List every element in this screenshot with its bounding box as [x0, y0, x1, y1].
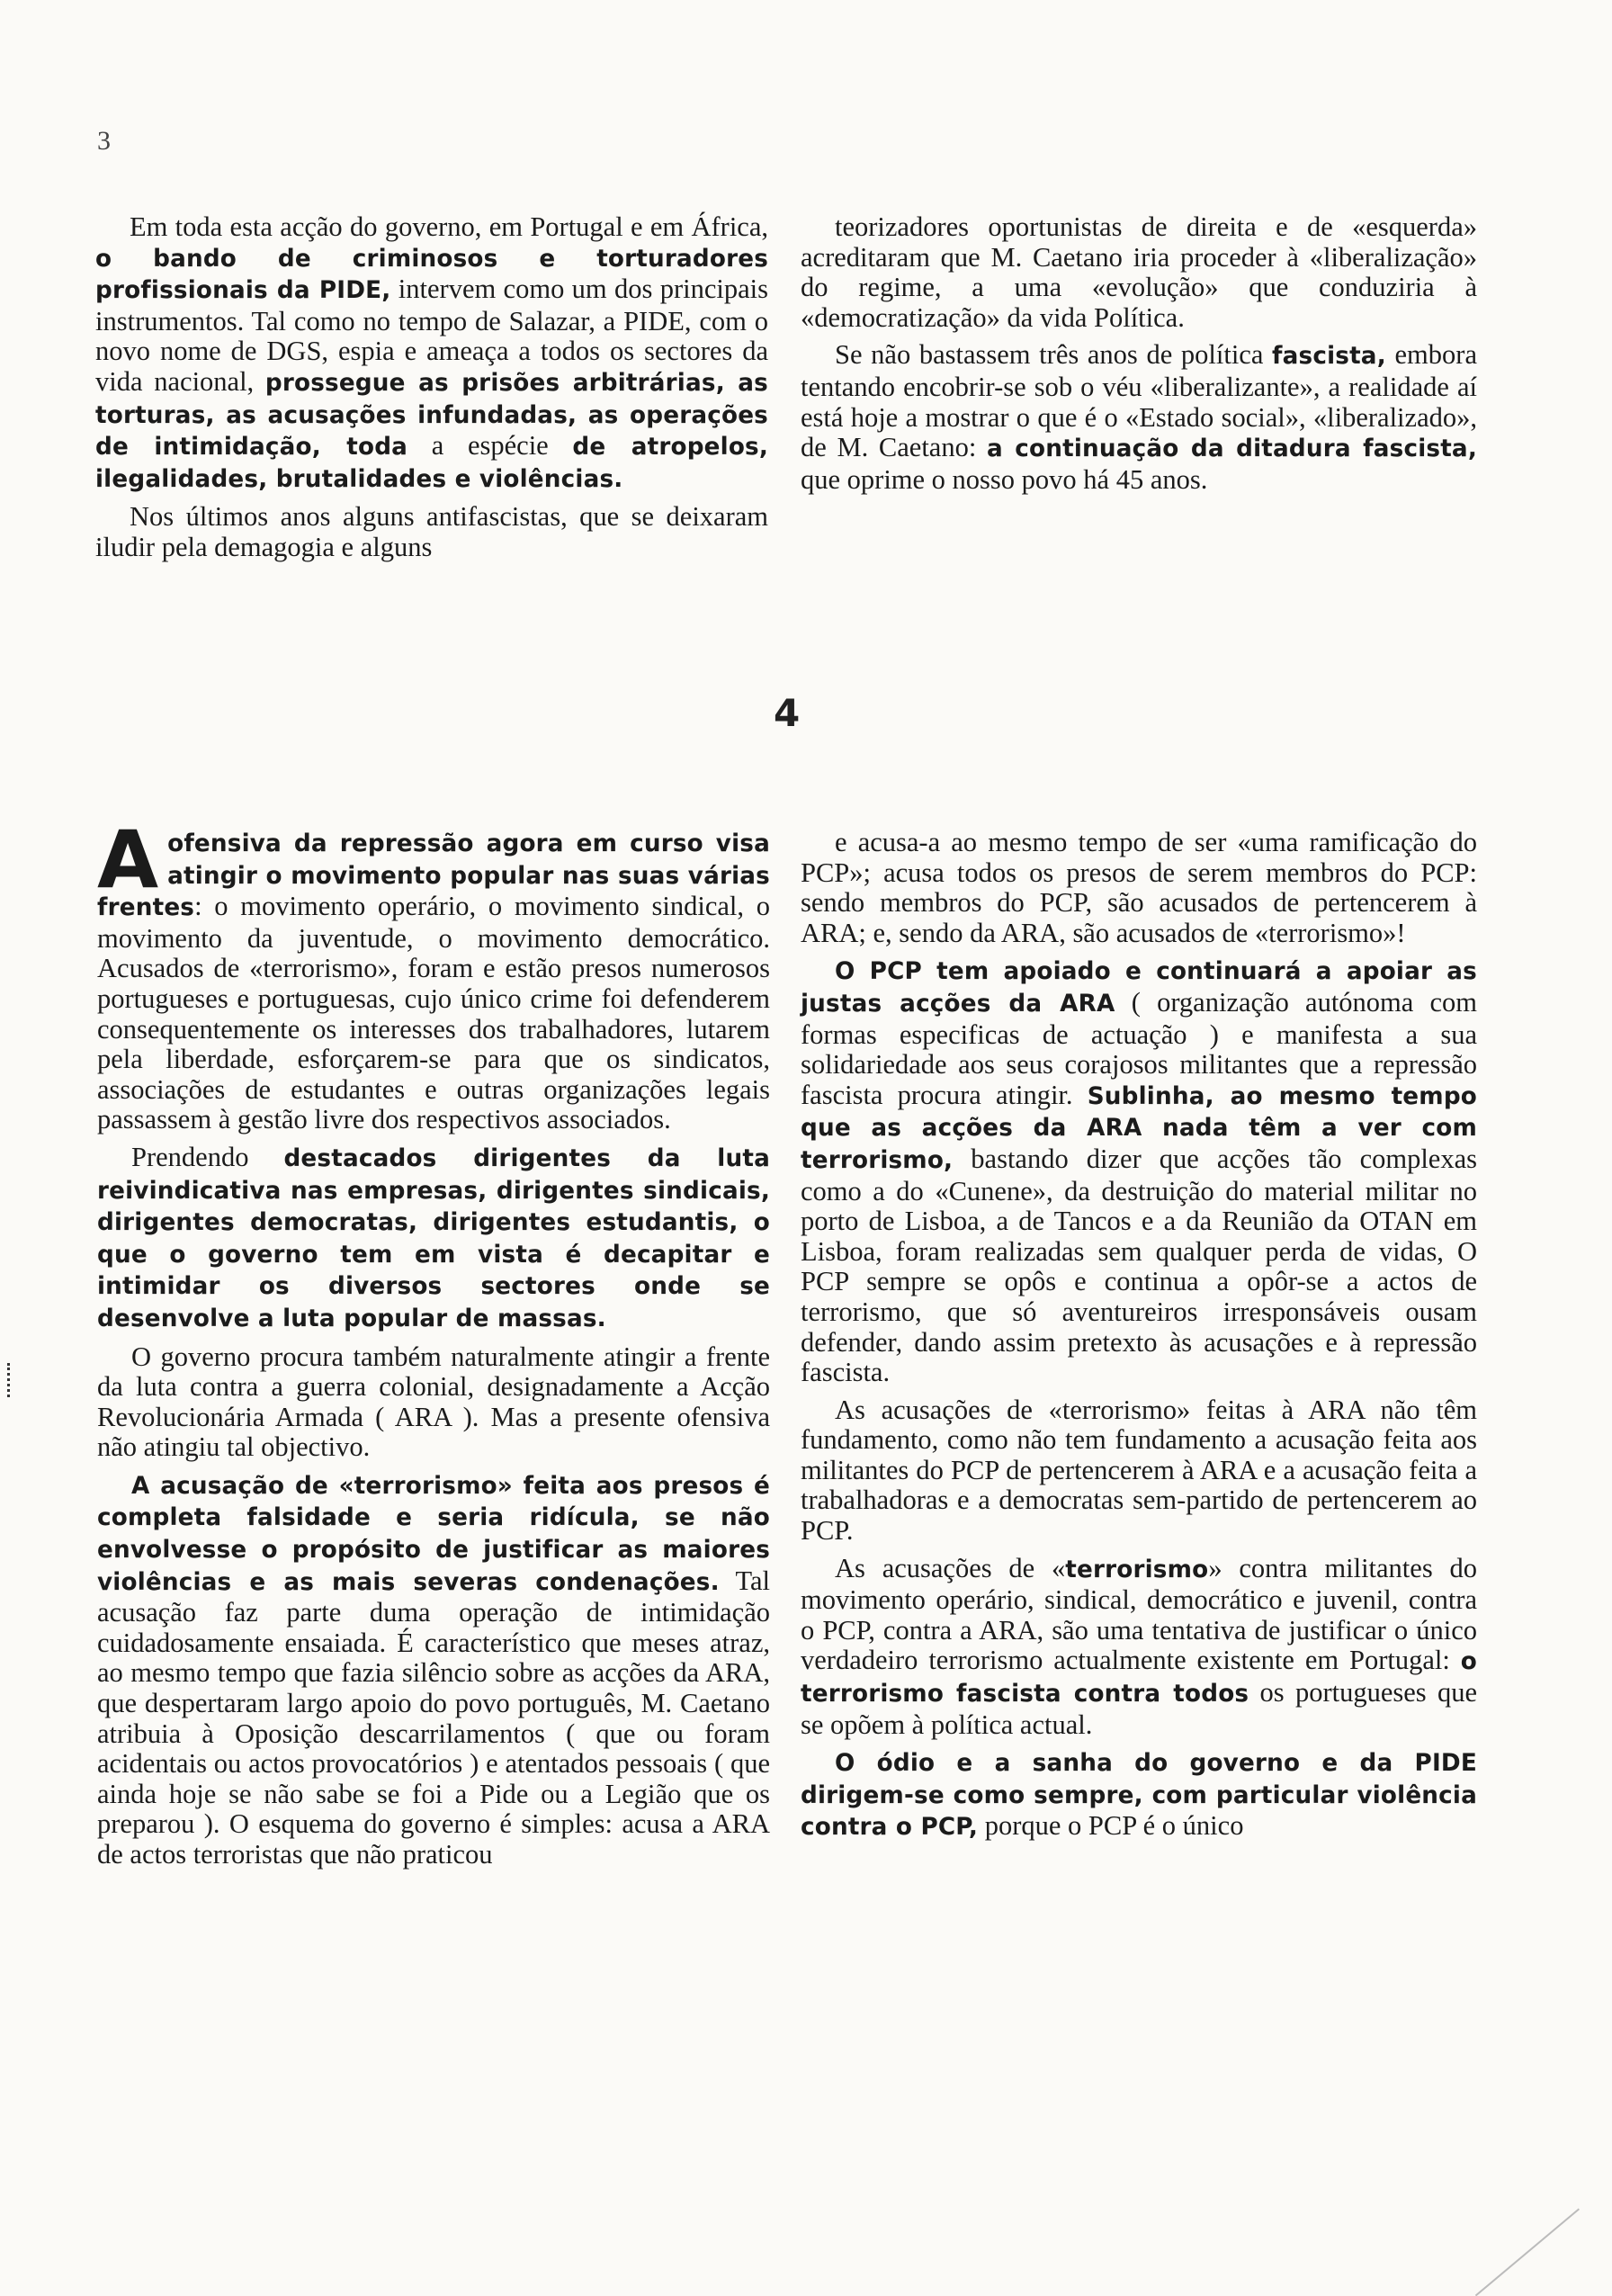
paragraph	[801, 828, 1477, 948]
text-run: As acusações de «terrorismo» feitas à ARA não têm fundamento, como não tem fundamento a acusação feita aos militantes do PCP de pertencerem à ARA e a acusação feita a trabalhadoras e a democratas sem-partido de pertencerem ao PCP.	[801, 1394, 1477, 1547]
bold-text-run: prossegue as prisões arbitrárias, as torturas, as acusações infundadas, as operações de intimidação, toda	[95, 369, 768, 462]
text-run: ( organização autónoma com formas especificas de actuação ) e manifesta a sua solidariedade aos seus corajosos militantes que a repressão fascista procura atingir.	[801, 986, 1477, 1110]
paragraph	[801, 1554, 1477, 1741]
text-run: Tal acusação faz parte duma operação de intimidação cuidadosamente ensaiada. É característico que meses atraz, ao mesmo tempo que fazia silêncio sobre as acções da ARA, que despertaram largo apoio do povo português, M. Caetano atribuia à Oposição descarrilamentos ( que ou foram acidentais ou actos provocatórios ) e atentados pessoais ( que ainda hoje se não sabe se foi a Pide ou a Legião que os preparou ).	[97, 1565, 770, 1840]
bold-text-run: destacados dirigentes da luta reivindicativa nas empresas, dirigentes sindicais, dirigentes democratas, dirigentes estudantis, o que o governo tem em vista é decapitar e intimidar os diversos sectores onde se desenvolve a luta popular de massas.	[97, 1144, 770, 1332]
bold-text-run: terrorismo	[1065, 1556, 1209, 1583]
bold-text-run: a continuação da ditadura fascista,	[987, 435, 1477, 463]
paragraph	[801, 955, 1477, 1387]
section-number: 4	[774, 691, 801, 735]
bold-text-run: o bando de criminosos e torturadores profissionais da PIDE,	[95, 245, 768, 305]
text-run: a espécie	[407, 430, 573, 462]
text-run: As acusações de «	[835, 1552, 1066, 1583]
bold-text-run: O ódio e a sanha do governo e da PIDE dirigem-se como sempre, com particular violência contra o PCP,	[801, 1750, 1477, 1842]
paragraph	[97, 813, 770, 1135]
bold-text-run: ofensiva da repressão agora em curso visa atingir o movimento popular nas suas várias frentes	[97, 830, 770, 922]
paragraph	[801, 212, 1477, 333]
text-run: teorizadores oportunistas de direita e de «esquerda» acreditaram que M. Caetano iria proceder à «liberalização» do regime, a uma «evolução» que conduziria à «democratização» da vida Política.	[801, 211, 1477, 333]
text-run: » contra militantes do movimento operário, sindical, democrático e juvenil, contra o PCP, contra a ARA, são uma tentativa de justificar o único verdadeiro terrorismo actualmente existente em Portugal:	[801, 1552, 1477, 1676]
text-column-top-left	[95, 212, 768, 563]
text-run: Se não bastassem três anos de política	[835, 339, 1273, 371]
text-run: Prendendo	[131, 1141, 284, 1172]
text-run: embora tentando encobrir-se sob o véu «liberalizante», a realidade aí está hoje a mostrar o que é o «Estado social», «liberalizado», de M. Caetano:	[801, 339, 1477, 463]
text-run: intervem como um dos principais instrumentos. Tal como no tempo de Salazar, a PIDE, com o novo nome de DGS, espia e ameaça a todos os sectores da vida nacional,	[95, 274, 768, 397]
text-run: porque o PCP é o único	[978, 1810, 1244, 1842]
text-run: O esquema do governo é simples: acusa a ARA de actos terroristas que não praticou	[97, 1808, 770, 1870]
text-run: Nos últimos anos alguns antifascistas, que se deixaram iludir pela demagogia e alguns	[95, 501, 768, 562]
bold-text-run: O PCP tem apoiado e continuará a apoiar as justas acções da ARA	[801, 958, 1477, 1018]
text-run: : o movimento operário, o movimento sindical, o movimento da juventude, o movimento democrático. Acusados de «terrorismo», foram e estão presos numerosos portugueses e portuguesas, cujo único crime foi defenderem consequentemente os interesses dos trabalhadores, lutarem pela liberdade, esforçarem-se para que os sindicatos, associações de estudantes e outras organizações legais passassem à gestão livre dos respectivos associados.	[97, 891, 770, 1135]
text-run: e acusa-a ao mesmo tempo de ser «uma ramificação do PCP»; acusa todos os presos de serem membros do PCP: sendo membros do PCP, são acusados de pertencerem à ARA; e, sendo da ARA, são acusados de «terrorismo»!	[801, 827, 1477, 948]
paragraph	[801, 340, 1477, 495]
text-column-bottom-left	[97, 813, 770, 1870]
paragraph	[97, 1143, 770, 1335]
bold-text-run: o terrorismo fascista contra todos	[801, 1648, 1477, 1709]
text-run: que oprime o nosso povo há 45 anos.	[801, 463, 1208, 495]
bold-text-run: fascista,	[1272, 343, 1386, 371]
bold-text-run: de atropelos, ilegalidades, brutalidades e violências.	[95, 434, 769, 493]
text-column-top-right	[801, 212, 1477, 495]
paragraph	[97, 1470, 770, 1870]
text-run: Em toda esta acção do governo, em Portugal e em África,	[130, 211, 768, 242]
paragraph	[97, 1342, 770, 1463]
text-run: O governo procura também naturalmente atingir a frente da luta contra a guerra colonial, designadamente a Acção Revolucionária Armada ( ARA ). Mas a presente ofensiva não atingiu tal objectivo.	[97, 1341, 770, 1463]
text-run: bastando dizer que acções tão complexas como a do «Cunene», da destruição do material militar no porto de Lisboa, a de Tancos e a da Reunião da OTAN em Lisboa, foram realizadas sem qualquer perda de vidas, O PCP sempre se opôs e continua a opôr-se a actos de terrorismo, que só aventureiros irresponsáveis ousam defender, dando assim pretexto às acusações e à repressão fascista.	[801, 1143, 1477, 1388]
bold-text-run: A acusação de «terrorismo» feita aos presos é completa falsidade e seria ridícula, se não envolvesse o propósito de justificar as maiores violências e as mais severas condenações.	[97, 1472, 770, 1596]
margin-mark	[7, 1363, 13, 1397]
scan-artifact-line	[1475, 2208, 1580, 2296]
page-number: 3	[97, 126, 111, 156]
paragraph	[801, 1747, 1477, 1843]
paragraph	[95, 502, 768, 562]
text-run: os portugueses que se opõem à política actual.	[801, 1677, 1477, 1740]
paragraph	[95, 212, 768, 495]
text-column-bottom-right	[801, 828, 1477, 1843]
bold-text-run: Sublinha, ao mesmo tempo que as acções da ARA nada têm a ver com terrorismo,	[801, 1082, 1477, 1174]
paragraph	[801, 1395, 1477, 1547]
drop-cap: A	[97, 813, 159, 906]
